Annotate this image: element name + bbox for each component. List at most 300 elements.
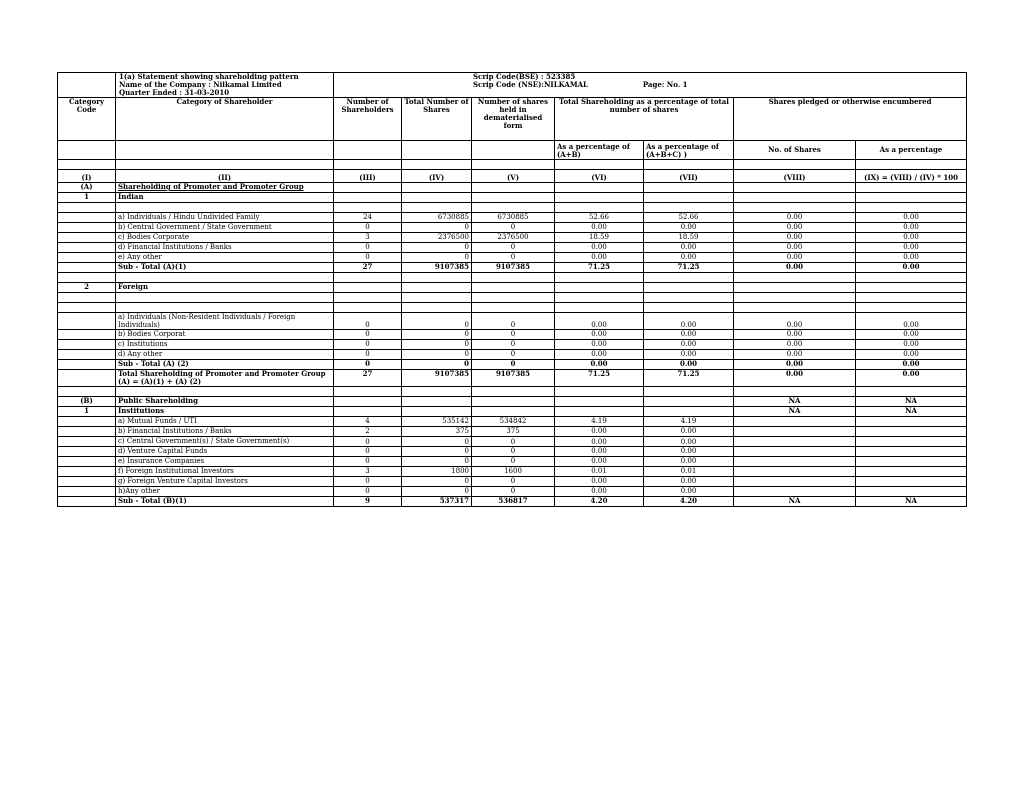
category-code: 1 xyxy=(58,407,116,417)
category-code: (B) xyxy=(58,397,116,407)
col-pledged: Shares pledged or otherwise encumbered xyxy=(734,98,967,141)
cell-value: 0 xyxy=(472,223,555,233)
cell-value: NA xyxy=(856,497,967,507)
cell-value xyxy=(334,293,402,303)
cell-value: 9107385 xyxy=(402,263,472,273)
col-number-3: (III) xyxy=(334,170,402,183)
cell-value xyxy=(734,293,856,303)
cell-value: 0.00 xyxy=(644,223,734,233)
cell-value: 0 xyxy=(472,313,555,330)
cell-value: 1800 xyxy=(402,467,472,477)
cell-value: 0.00 xyxy=(856,223,967,233)
cell-value xyxy=(734,387,856,397)
cell-value: 536817 xyxy=(472,497,555,507)
cell-value: 535142 xyxy=(402,417,472,427)
cell-value: 0.00 xyxy=(734,340,856,350)
cell-value: 0.00 xyxy=(734,313,856,330)
company-name: Name of the Company : Nilkamal Limited xyxy=(119,80,282,89)
cell-value xyxy=(856,437,967,447)
cell-value: 0 xyxy=(334,447,402,457)
cell-value: 0.01 xyxy=(644,467,734,477)
cell-value: 0.00 xyxy=(555,447,644,457)
cell-value xyxy=(644,397,734,407)
category-label: Foreign xyxy=(116,283,334,293)
cell-value xyxy=(334,387,402,397)
cell-value xyxy=(472,303,555,313)
cell-value: 537317 xyxy=(402,497,472,507)
table-row xyxy=(58,313,967,330)
cell-value xyxy=(856,417,967,427)
cell-value: 0.00 xyxy=(555,223,644,233)
cell-value: 0.00 xyxy=(734,253,856,263)
table-row xyxy=(58,243,967,253)
cell-value: 0 xyxy=(334,477,402,487)
cell-value: 9107385 xyxy=(402,370,472,387)
cell-value: 0 xyxy=(402,243,472,253)
col-number-1: (I) xyxy=(58,170,116,183)
cell-value: 0 xyxy=(402,487,472,497)
cell-value: 0.00 xyxy=(856,350,967,360)
cell-value: 0.00 xyxy=(856,213,967,223)
cell-value xyxy=(472,407,555,417)
col-total-pct: Total Shareholding as a percentage of total number of shares xyxy=(555,98,734,141)
cell-value: 375 xyxy=(402,427,472,437)
category-label: c) Bodies Corporate xyxy=(116,233,334,243)
statement-title: 1(a) Statement showing shareholding pattern xyxy=(119,72,299,81)
section-a-code: (A) xyxy=(58,183,116,193)
category-code xyxy=(58,340,116,350)
cell-value: 18.59 xyxy=(555,233,644,243)
category-label: Institutions xyxy=(116,407,334,417)
category-code xyxy=(58,417,116,427)
cell-value xyxy=(734,447,856,457)
section-row xyxy=(58,407,967,417)
table-row xyxy=(58,457,967,467)
table-row xyxy=(58,340,967,350)
cell-value: 0.00 xyxy=(856,313,967,330)
cell-value: 0.00 xyxy=(555,487,644,497)
table-row xyxy=(58,467,967,477)
cell-value xyxy=(334,407,402,417)
table-row xyxy=(58,477,967,487)
category-code xyxy=(58,427,116,437)
cell-value: 0.00 xyxy=(644,330,734,340)
cell-value xyxy=(856,293,967,303)
cell-value: 6730885 xyxy=(402,213,472,223)
cell-value xyxy=(856,303,967,313)
cell-value xyxy=(402,293,472,303)
scrip-code-nse: Scrip Code (NSE):NILKAMAL xyxy=(473,80,588,89)
cell-value: 0.00 xyxy=(734,330,856,340)
section-row xyxy=(58,283,967,293)
cell-value: NA xyxy=(856,397,967,407)
category-code xyxy=(58,387,116,397)
quarter-ended: Quarter Ended : 31-03-2010 xyxy=(119,88,230,97)
cell-value xyxy=(856,487,967,497)
cell-value xyxy=(856,467,967,477)
cell-value: 0 xyxy=(402,223,472,233)
cell-value xyxy=(644,273,734,283)
cell-value: 0.00 xyxy=(555,313,644,330)
cell-value xyxy=(644,283,734,293)
shareholding-table xyxy=(57,72,967,507)
cell-value: 0.00 xyxy=(555,350,644,360)
cell-value xyxy=(402,407,472,417)
category-label: a) Individuals / Hindu Undivided Family xyxy=(116,213,334,223)
cell-value: 6730885 xyxy=(472,213,555,223)
cell-value: 0 xyxy=(402,360,472,370)
cell-value xyxy=(472,273,555,283)
cell-value xyxy=(402,387,472,397)
cell-value: 0.00 xyxy=(644,313,734,330)
table-row xyxy=(58,427,967,437)
col-total-shares: Total Number of Shares xyxy=(402,98,472,141)
cell-value: 0.00 xyxy=(555,437,644,447)
cell-value: 0 xyxy=(334,487,402,497)
cell-value: 71.25 xyxy=(644,263,734,273)
cell-value: 534842 xyxy=(472,417,555,427)
category-code xyxy=(58,477,116,487)
cell-value: 0.00 xyxy=(856,253,967,263)
cell-value xyxy=(334,273,402,283)
cell-value: 0.00 xyxy=(644,360,734,370)
cell-value: 0 xyxy=(472,340,555,350)
table-row xyxy=(58,417,967,427)
category-label: Sub - Total (B)(1) xyxy=(116,497,334,507)
cell-value xyxy=(734,457,856,467)
cell-value: 0 xyxy=(472,437,555,447)
category-label: e) Insurance Companies xyxy=(116,457,334,467)
page-number: Page: No. 1 xyxy=(642,80,688,89)
cell-value: 0.00 xyxy=(644,350,734,360)
cell-value xyxy=(334,283,402,293)
category-code xyxy=(58,350,116,360)
category-label: a) Individuals (Non-Resident Individuals / Foreign Individuals) xyxy=(116,313,334,330)
category-code xyxy=(58,263,116,273)
cell-value xyxy=(334,397,402,407)
blank-row xyxy=(58,293,967,303)
cell-value xyxy=(402,303,472,313)
table-row xyxy=(58,447,967,457)
category-code xyxy=(58,330,116,340)
cell-value: 0 xyxy=(402,330,472,340)
cell-value xyxy=(644,293,734,303)
cell-value: 0 xyxy=(334,340,402,350)
cell-value: 0 xyxy=(334,313,402,330)
category-label: c) Central Government(s) / State Government(s) xyxy=(116,437,334,447)
cell-value: 0.00 xyxy=(734,370,856,387)
cell-value xyxy=(472,387,555,397)
category-code xyxy=(58,223,116,233)
cell-value: 71.25 xyxy=(555,263,644,273)
cell-value: 0.00 xyxy=(644,477,734,487)
category-label: a) Mutual Funds / UTI xyxy=(116,417,334,427)
cell-value: 0.00 xyxy=(644,253,734,263)
cell-value: 0.00 xyxy=(856,370,967,387)
col-number-5: (V) xyxy=(472,170,555,183)
cell-value xyxy=(856,283,967,293)
category-label xyxy=(116,273,334,283)
col-number-7: (VII) xyxy=(644,170,734,183)
col-as-pct: As a percentage xyxy=(856,141,967,160)
subtotal-row xyxy=(58,360,967,370)
col-category: Category of Shareholder xyxy=(116,98,334,141)
cell-value: 0.00 xyxy=(856,243,967,253)
cell-value: NA xyxy=(734,407,856,417)
cell-value xyxy=(472,283,555,293)
cell-value: 0.00 xyxy=(856,330,967,340)
cell-value: 375 xyxy=(472,427,555,437)
category-code xyxy=(58,447,116,457)
cell-value: 3 xyxy=(334,467,402,477)
category-label xyxy=(116,303,334,313)
cell-value: 0 xyxy=(334,223,402,233)
cell-value xyxy=(644,303,734,313)
subtotal-row xyxy=(58,263,967,273)
cell-value: 0 xyxy=(402,350,472,360)
cell-value: 0.00 xyxy=(856,263,967,273)
category-code xyxy=(58,293,116,303)
table-row xyxy=(58,437,967,447)
cell-value: 0.00 xyxy=(856,360,967,370)
cell-value xyxy=(734,467,856,477)
cell-value xyxy=(555,303,644,313)
cell-value: 0.00 xyxy=(555,243,644,253)
cell-value xyxy=(734,427,856,437)
category-label: b) Financial Institutions / Banks xyxy=(116,427,334,437)
category-label: d) Venture Capital Funds xyxy=(116,447,334,457)
cell-value: 0.00 xyxy=(555,253,644,263)
cell-value: 0 xyxy=(472,360,555,370)
cell-value: 0.00 xyxy=(555,457,644,467)
cell-value: 0.00 xyxy=(555,360,644,370)
category-label xyxy=(116,293,334,303)
category-code xyxy=(58,497,116,507)
cell-value: 9107385 xyxy=(472,263,555,273)
table-row xyxy=(58,487,967,497)
cell-value: 0.01 xyxy=(555,467,644,477)
category-label: Sub - Total (A)(1) xyxy=(116,263,334,273)
table-row xyxy=(58,233,967,243)
cell-value: 0.00 xyxy=(734,350,856,360)
col-number-9: (IX) = (VIII) / (IV) * 100 xyxy=(856,170,967,183)
subtotal-row xyxy=(58,497,967,507)
cell-value xyxy=(555,293,644,303)
section-a-label: Shareholding of Promoter and Promoter Group xyxy=(116,183,334,193)
cell-value: 0.00 xyxy=(644,340,734,350)
cell-value: 4 xyxy=(334,417,402,427)
cell-value: 0 xyxy=(472,477,555,487)
cell-value: 2376500 xyxy=(402,233,472,243)
cell-value: 2376500 xyxy=(472,233,555,243)
header-left xyxy=(116,73,334,98)
cell-value xyxy=(734,273,856,283)
table-row xyxy=(58,330,967,340)
category-label: Sub - Total (A) (2) xyxy=(116,360,334,370)
cell-value: 0 xyxy=(334,360,402,370)
cell-value xyxy=(555,407,644,417)
cell-value: 0 xyxy=(402,340,472,350)
category-label xyxy=(116,387,334,397)
cell-value xyxy=(402,397,472,407)
cell-value: 0.00 xyxy=(734,243,856,253)
cell-value: 71.25 xyxy=(555,370,644,387)
cell-value xyxy=(472,293,555,303)
cell-value xyxy=(856,447,967,457)
category-code xyxy=(58,253,116,263)
category-label: Public Shareholding xyxy=(116,397,334,407)
cell-value: 4.20 xyxy=(555,497,644,507)
cell-value: 0.00 xyxy=(555,477,644,487)
cell-value xyxy=(555,283,644,293)
col-pct-abc: As a percentage of (A+B+C) ) xyxy=(644,141,734,160)
col-num-holders: Number of Shareholders xyxy=(334,98,402,141)
cell-value xyxy=(472,397,555,407)
cell-value: 4.19 xyxy=(555,417,644,427)
cell-value xyxy=(334,303,402,313)
cell-value xyxy=(402,273,472,283)
cell-value: 0.00 xyxy=(555,340,644,350)
category-code xyxy=(58,467,116,477)
cell-value: 0.00 xyxy=(856,233,967,243)
cell-value: 27 xyxy=(334,370,402,387)
cell-value: 0.00 xyxy=(644,437,734,447)
cell-value: 0 xyxy=(334,330,402,340)
category-code xyxy=(58,437,116,447)
col-no-shares: No. of Shares xyxy=(734,141,856,160)
category-code xyxy=(58,303,116,313)
cell-value: 4.20 xyxy=(644,497,734,507)
cell-value: 3 xyxy=(334,233,402,243)
col-pct-ab: As a percentage of (A+B) xyxy=(555,141,644,160)
cell-value: 52.66 xyxy=(644,213,734,223)
cell-value: 0.00 xyxy=(644,487,734,497)
blank-row xyxy=(58,387,967,397)
category-code xyxy=(58,213,116,223)
cell-value: 0.00 xyxy=(555,330,644,340)
cell-value: 0 xyxy=(472,447,555,457)
cell-value xyxy=(856,457,967,467)
cell-value: 0.00 xyxy=(734,263,856,273)
category-label: f) Foreign Institutional Investors xyxy=(116,467,334,477)
category-code xyxy=(58,457,116,467)
cell-value: 0 xyxy=(472,243,555,253)
category-code: 2 xyxy=(58,283,116,293)
cell-value: 0 xyxy=(402,457,472,467)
cell-value: 18.59 xyxy=(644,233,734,243)
cell-value xyxy=(856,477,967,487)
cell-value: 0.00 xyxy=(734,233,856,243)
scrip-code-bse: Scrip Code(BSE) : 523385 xyxy=(473,72,576,81)
cell-value: 0 xyxy=(334,457,402,467)
col-number-8: (VIII) xyxy=(734,170,856,183)
cell-value: 0 xyxy=(334,350,402,360)
category-code xyxy=(58,273,116,283)
category-code xyxy=(58,243,116,253)
cell-value: 1600 xyxy=(472,467,555,477)
category-label: c) Institutions xyxy=(116,340,334,350)
category-code xyxy=(58,233,116,243)
category-label: g) Foreign Venture Capital Investors xyxy=(116,477,334,487)
cell-value xyxy=(734,437,856,447)
cell-value xyxy=(734,417,856,427)
cell-value: 0 xyxy=(402,313,472,330)
category-label: b) Bodies Corporat xyxy=(116,330,334,340)
table-row xyxy=(58,223,967,233)
cell-value: 0 xyxy=(402,477,472,487)
cell-value xyxy=(644,407,734,417)
cell-value xyxy=(644,387,734,397)
table-row xyxy=(58,350,967,360)
cell-value: 0 xyxy=(402,437,472,447)
category-label: b) Central Government / State Government xyxy=(116,223,334,233)
category-code xyxy=(58,313,116,330)
blank-row xyxy=(58,303,967,313)
section-a1-label: Indian xyxy=(116,193,334,203)
cell-value: 0.00 xyxy=(734,360,856,370)
header-right xyxy=(334,73,967,98)
cell-value xyxy=(734,487,856,497)
cell-value: 71.25 xyxy=(644,370,734,387)
cell-value: 0.00 xyxy=(734,223,856,233)
cell-value: 0 xyxy=(472,350,555,360)
col-number-4: (IV) xyxy=(402,170,472,183)
cell-value: 0.00 xyxy=(734,213,856,223)
blank-row xyxy=(58,273,967,283)
cell-value: NA xyxy=(856,407,967,417)
col-number-6: (VI) xyxy=(555,170,644,183)
cell-value: 0 xyxy=(334,437,402,447)
cell-value: 0.00 xyxy=(644,447,734,457)
cell-value: NA xyxy=(734,397,856,407)
category-code xyxy=(58,487,116,497)
cell-value: 9107385 xyxy=(472,370,555,387)
category-label: e) Any other xyxy=(116,253,334,263)
cell-value xyxy=(734,283,856,293)
cell-value: NA xyxy=(734,497,856,507)
cell-value: 52.66 xyxy=(555,213,644,223)
cell-value: 0.00 xyxy=(644,457,734,467)
cell-value xyxy=(856,273,967,283)
col-number-2: (II) xyxy=(116,170,334,183)
cell-value: 0.00 xyxy=(856,340,967,350)
col-category-code: Category Code xyxy=(58,98,116,141)
cell-value: 0 xyxy=(334,253,402,263)
cell-value: 2 xyxy=(334,427,402,437)
cell-value: 0 xyxy=(402,253,472,263)
cell-value: 0.00 xyxy=(644,243,734,253)
cell-value: 0 xyxy=(472,253,555,263)
table-row xyxy=(58,213,967,223)
cell-value: 4.19 xyxy=(644,417,734,427)
cell-value: 27 xyxy=(334,263,402,273)
section-row xyxy=(58,397,967,407)
cell-value: 0 xyxy=(472,487,555,497)
cell-value: 9 xyxy=(334,497,402,507)
category-label: d) Financial Institutions / Banks xyxy=(116,243,334,253)
category-label: Total Shareholding of Promoter and Promoter Group (A) = (A)(1) + (A) (2) xyxy=(116,370,334,387)
cell-value xyxy=(856,387,967,397)
cell-value: 24 xyxy=(334,213,402,223)
cell-value: 0 xyxy=(334,243,402,253)
col-demat: Number of shares held in dematerialised form xyxy=(472,98,555,141)
category-label: d) Any other xyxy=(116,350,334,360)
category-label: h)Any other xyxy=(116,487,334,497)
cell-value: 0.00 xyxy=(644,427,734,437)
cell-value xyxy=(402,283,472,293)
cell-value: 0 xyxy=(472,330,555,340)
cell-value: 0.00 xyxy=(555,427,644,437)
